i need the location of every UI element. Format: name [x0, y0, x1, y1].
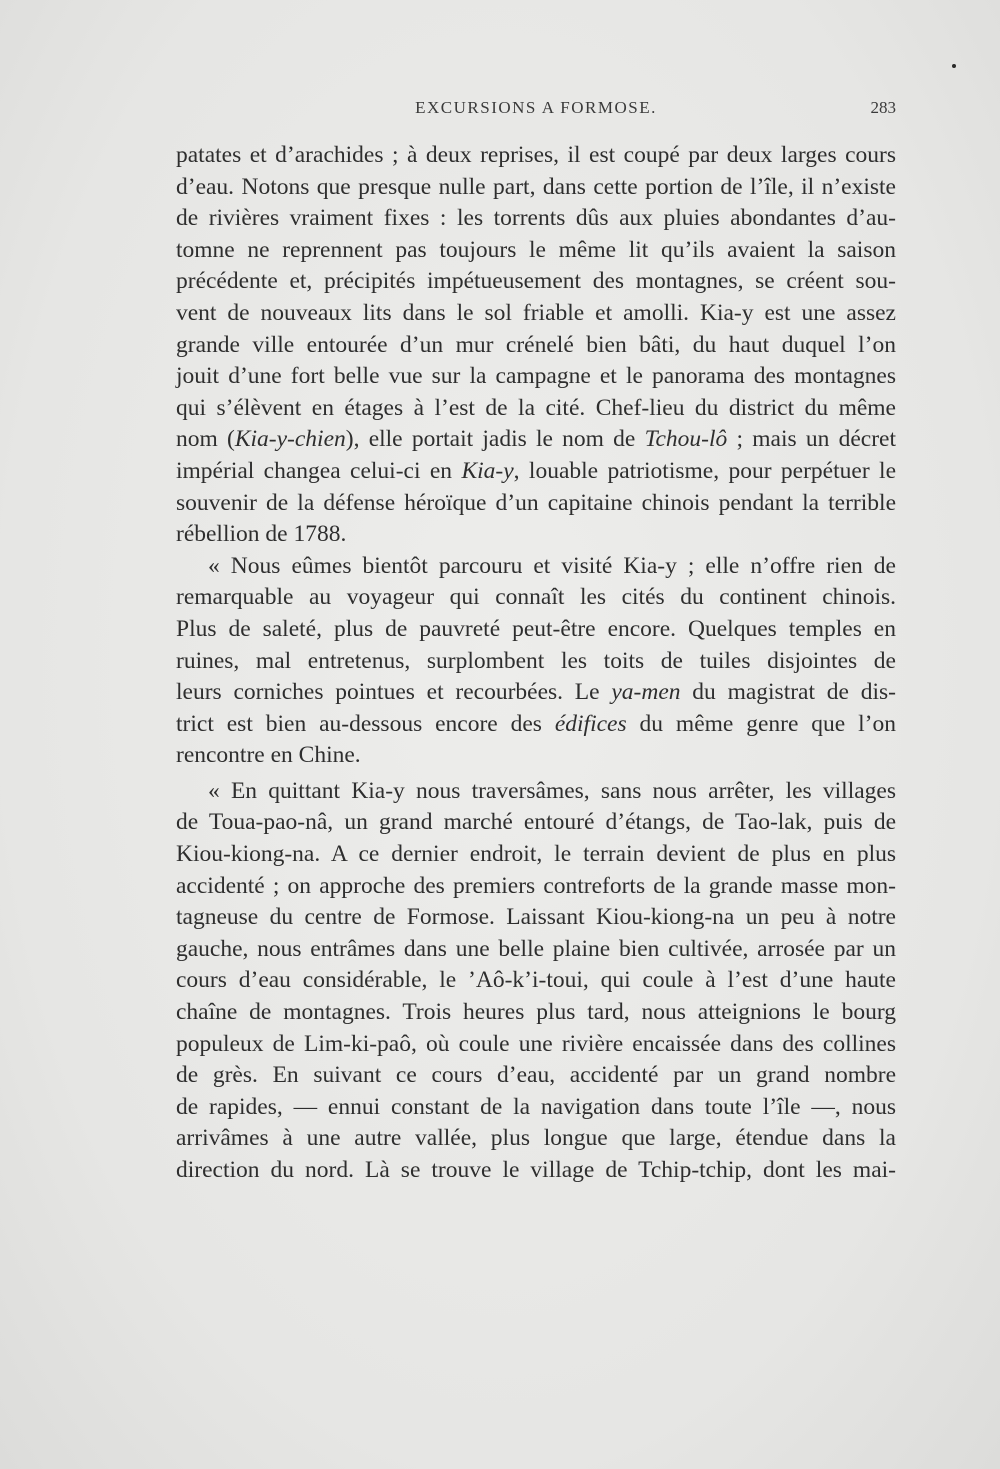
text-line: vent de nouveaux lits dans le sol friable et amolli. Kia-y est une assez [176, 299, 896, 326]
text-line: gauche, nous entrâmes dans une belle plaine bien cultivée, arrosée par un [176, 935, 896, 962]
text-line: patates et d’arachides ; à deux reprises, il est coupé par deux larges cours [176, 142, 896, 168]
text-line: impérial changea celui-ci en Kia-y, louable patriotisme, pour perpétuer le [176, 457, 896, 484]
text-line: Plus de saleté, plus de pauvreté peut-être encore. Quelques temples en [176, 615, 896, 642]
paragraph-2 [176, 551, 896, 772]
text-line: de rivières vraiment fixes : les torrents dûs aux pluies abondantes d’au- [176, 205, 896, 232]
ink-speck [952, 64, 956, 68]
text-line: rébellion de 1788. [176, 521, 347, 548]
running-title: EXCURSIONS A FORMOSE. [415, 98, 657, 117]
text-line: d’eau. Notons que presque nulle part, dans cette portion de l’île, il n’existe [176, 173, 896, 200]
page-header [176, 98, 896, 128]
text-line: populeux de Lim-ki-paô, où coule une rivière encaissée dans des collines [176, 1030, 896, 1057]
paragraph-1 [176, 140, 896, 551]
text-line: tagneuse du centre de Formose. Laissant Kiou-kiong-na un peu à notre [176, 904, 896, 931]
text-line: ruines, mal entretenus, surplombent les toits de tuiles disjointes de [176, 647, 896, 674]
text-line: qui s’élèvent en étages à l’est de la cité. Chef-lieu du district du même [176, 394, 896, 421]
text-line: accidenté ; on approche des premiers contreforts de la grande masse mon- [176, 872, 896, 899]
text-line: remarquable au voyageur qui connaît les cités du continent chinois. [176, 584, 896, 611]
text-line: précédente et, précipités impétueusement des montagnes, se créent sou- [176, 268, 896, 295]
text-line: nom (Kia-y-chien), elle portait jadis le nom de Tchou-lô ; mais un décret [176, 426, 896, 453]
text-line: chaîne de montagnes. Trois heures plus tard, nous atteignions le bourg [176, 999, 896, 1026]
text-line: de rapides, — ennui constant de la navigation dans toute l’île —, nous [176, 1093, 896, 1120]
text-line: de grès. En suivant ce cours d’eau, accidenté par un grand nombre [176, 1062, 896, 1089]
body-text [176, 140, 896, 1187]
text-line: direction du nord. Là se trouve le village de Tchip-tchip, dont les mai- [176, 1157, 896, 1183]
text-line: leurs corniches pointues et recourbées. Le ya-men du magistrat de dis- [176, 679, 896, 706]
text-line: cours d’eau considérable, le ’Aô-k’i-toui, qui coule à l’est d’une haute [176, 967, 896, 994]
text-line: « En quittant Kia-y nous traversâmes, sans nous arrêter, les villages [208, 777, 896, 804]
text-line: tomne ne reprennent pas toujours le même lit qu’ils avaient la saison [176, 236, 896, 263]
text-line: Kiou-kiong-na. A ce dernier endroit, le terrain devient de plus en plus [176, 841, 896, 868]
text-line: jouit d’une fort belle vue sur la campagne et le panorama des montagnes [176, 363, 896, 390]
text-line: de Toua-pao-nâ, un grand marché entouré d’étangs, de Tao-lak, puis de [176, 809, 896, 836]
text-line: trict est bien au-dessous encore des édifices du même genre que l’on [176, 710, 896, 737]
paragraph-3 [176, 776, 896, 1187]
text-line: rencontre en Chine. [176, 742, 361, 769]
page-number: 283 [870, 98, 896, 117]
text-line: « Nous eûmes bientôt parcouru et visité Kia-y ; elle n’offre rien de [208, 552, 896, 579]
text-line: souvenir de la défense héroïque d’un capitaine chinois pendant la terrible [176, 489, 896, 516]
text-line: grande ville entourée d’un mur crénelé bien bâti, du haut duquel l’on [176, 331, 896, 358]
text-line: arrivâmes à une autre vallée, plus longue que large, étendue dans la [176, 1125, 896, 1152]
